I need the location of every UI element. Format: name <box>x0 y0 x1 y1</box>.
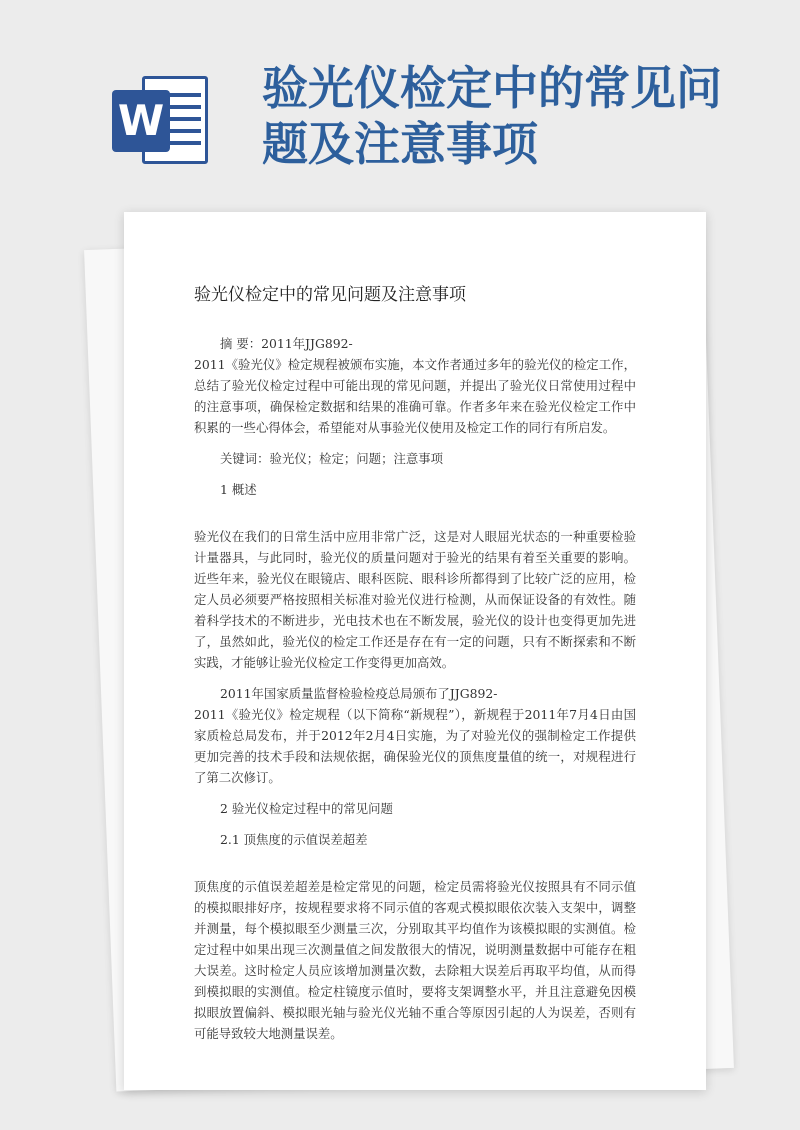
section2-1-heading: 2.1 顶焦度的示值误差超差 <box>220 832 368 847</box>
keywords: 关键词：验光仪；检定；问题；注意事项 <box>220 451 444 466</box>
banner-title: 验光仪检定中的常见问题及注意事项 <box>262 61 722 171</box>
abstract-line1: 摘 要：2011年JJG892- <box>220 336 353 351</box>
abstract-body: 2011《验光仪》检定规程被颁布实施，本文作者通过多年的验光仪的检定工作，总结了验光仪检定过程中可能出现的常见问题，并提出了验光仪日常使用过程中的注意事项，确保检定数据和结果的准确可靠。作者多年来在验光仪检定工作中积累的一些心得体会，希望能对从事验光仪使用及检定工作的同行有所启发。 <box>194 357 636 435</box>
section2-1-paragraph: 顶焦度的示值误差超差是检定常见的问题，检定员需将验光仪按照具有不同示值的模拟眼排好序，按规程要求将不同示值的客观式模拟眼依次装入支架中，调整并测量，每个模拟眼至少测量三次，分别取其平均值作为该模拟眼的实测值。检定过程中如果出现三次测量值之间发散很大的情况，说明测量数据中可能存在粗大误差。这时检定人员应该增加测量次数，去除粗大误差后再取平均值，从而得到模拟眼的实测值。检定柱镜度示值时，要将支架调整水平，并且注意避免因模拟眼放置偏斜、模拟眼光轴与验光仪光轴不重合等原因引起的人为误差，否则有可能导致较大地测量误差。 <box>194 879 636 1041</box>
section2-heading: 2 验光仪检定过程中的常见问题 <box>220 801 393 816</box>
word-letter-badge: W <box>112 90 170 152</box>
section1-heading: 1 概述 <box>220 482 257 497</box>
document-banner <box>0 0 800 210</box>
section1-paragraph2-line1: 2011年国家质量监督检验检疫总局颁布了JJG892- <box>220 686 498 701</box>
word-document-icon <box>112 72 212 168</box>
section1-paragraph1: 验光仪在我们的日常生活中应用非常广泛，这是对人眼屈光状态的一种重要检验计量器具，与此同时，验光仪的质量问题对于验光的结果有着至关重要的影响。近些年来，验光仪在眼镜店、眼科医院、眼科诊所都得到了比较广泛的应用，检定人员必须要严格按照相关标准对验光仪进行检测，从而保证设备的有效性。随着科学技术的不断进步，光电技术也在不断发展，验光仪的设计也变得更加先进了，虽然如此，验光仪的检定工作还是存在有一定的问题，只有不断探索和不断实践，才能够让验光仪检定工作变得更加高效。 <box>194 529 636 670</box>
section1-paragraph2-body: 2011《验光仪》检定规程（以下简称“新规程”），新规程于2011年7月4日由国家质检总局发布，并于2012年2月4日实施，为了对验光仪的强制检定工作提供更加完善的技术手段和法规依据，确保验光仪的顶焦度量值的统一，对规程进行了第二次修订。 <box>194 707 636 785</box>
document-title: 验光仪检定中的常见问题及注意事项 <box>194 285 466 305</box>
document-content <box>194 280 636 1054</box>
document-page <box>124 212 706 1090</box>
